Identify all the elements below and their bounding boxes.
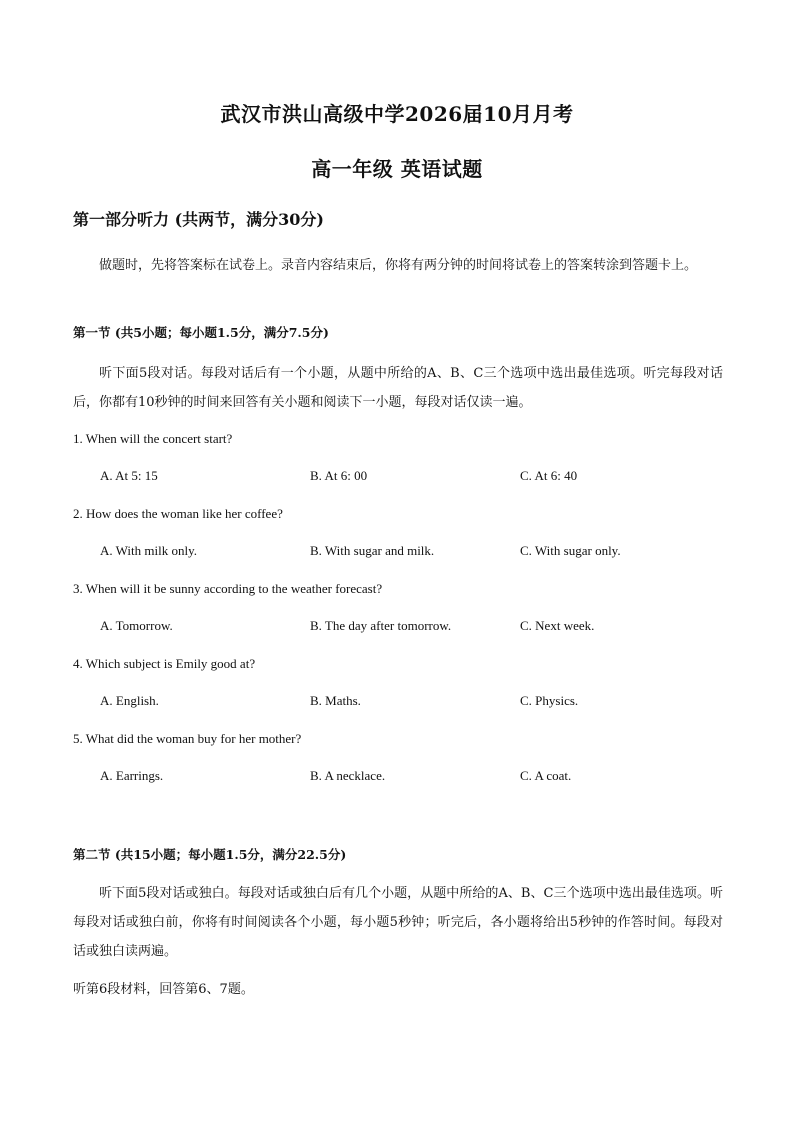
section1-instruction: 听下面5段对话。每段对话后有一个小题，从题中所给的A、B、C三个选项中选出最佳选项。听完每段对话后，你都有10秒钟的时间来回答有关小题和阅读下一小题，每段对话仅读一遍。	[73, 366, 723, 410]
option-c: C. A coat.	[520, 768, 572, 783]
section2-title: 第二节 (共15小题；每小题1.5分，满分22.5分)	[73, 847, 347, 862]
part1-instruction: 做题时，先将答案标在试卷上。录音内容结束后，你将有两分钟的时间将试卷上的答案转涂到答题卡上。	[99, 258, 698, 273]
option-a: A. Earrings.	[100, 768, 164, 783]
question-2: 2. How does the woman like her coffee?	[73, 506, 283, 521]
section2-instruction: 听下面5段对话或独白。每段对话或独白后有几个小题，从题中所给的A、B、C三个选项中选出最佳选项。听每段对话或独白前，你将有时间阅读各个小题，每小题5秒钟；听完后，各小题将给出5秒钟的作答时间。每段对话或独白读两遍。	[73, 886, 723, 959]
section2-note: 听第6段材料，回答第6、7题。	[73, 982, 254, 997]
question-1: 1. When will the concert start?	[73, 431, 233, 446]
option-b: B. A necklace.	[310, 768, 386, 783]
option-a: A. With milk only.	[100, 543, 197, 558]
option-a: A. At 5: 15	[100, 468, 158, 483]
option-c: C. At 6: 40	[520, 468, 578, 483]
option-b: B. The day after tomorrow.	[310, 618, 452, 633]
option-b: B. Maths.	[310, 693, 361, 708]
option-c: C. With sugar only.	[520, 543, 621, 558]
option-c: C. Next week.	[520, 618, 595, 633]
option-b: B. At 6: 00	[310, 468, 368, 483]
exam-subtitle: 高一年级 英语试题	[311, 157, 483, 181]
section1-title: 第一节 (共5小题；每小题1.5分，满分7.5分)	[73, 325, 329, 340]
option-c: C. Physics.	[520, 693, 579, 708]
part1-title: 第一部分听力 (共两节，满分30分)	[73, 210, 324, 229]
option-a: A. English.	[100, 693, 159, 708]
option-b: B. With sugar and milk.	[310, 543, 435, 558]
exam-title: 武汉市洪山高级中学2026届10月月考	[220, 102, 574, 126]
question-5: 5. What did the woman buy for her mother?	[73, 731, 302, 746]
question-3: 3. When will it be sunny according to the weather forecast?	[73, 581, 383, 596]
question-4: 4. Which subject is Emily good at?	[73, 656, 256, 671]
option-a: A. Tomorrow.	[100, 618, 173, 633]
